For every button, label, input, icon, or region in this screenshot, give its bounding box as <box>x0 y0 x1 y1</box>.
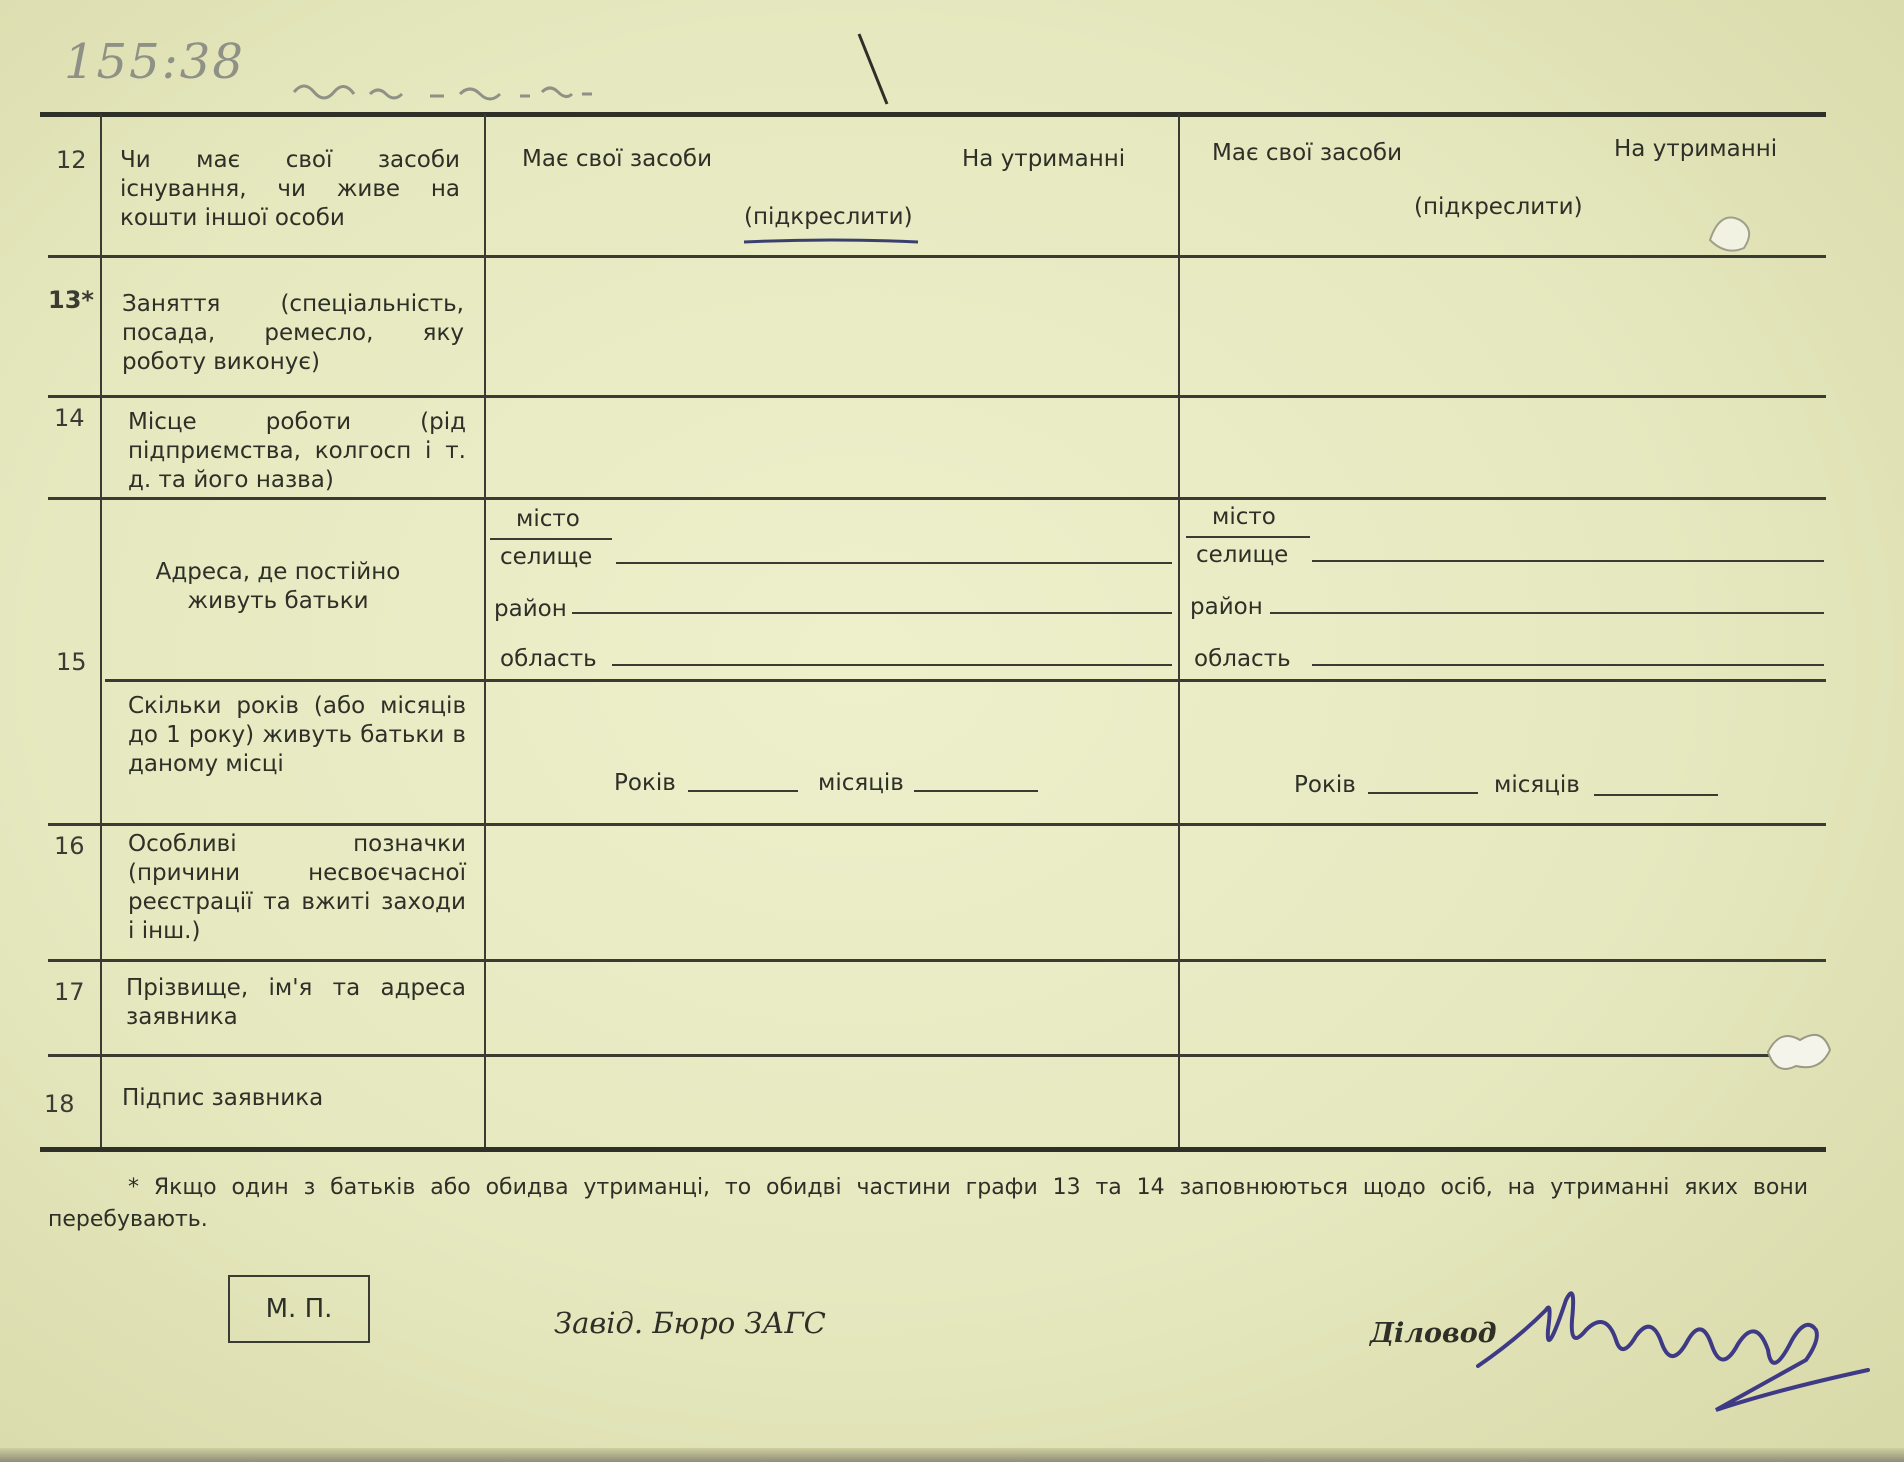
pencil-mark-icon <box>855 30 895 110</box>
paper-tear-icon <box>1760 1022 1840 1082</box>
seal-place-box <box>228 1275 370 1343</box>
right-months-label: місяців <box>1494 772 1580 798</box>
archive-number-note: 155:38 <box>64 34 245 90</box>
ink-underline-icon <box>742 234 922 248</box>
row-12-label: Чи має свої засоби існування, чи живе на кошти іншої особи <box>120 147 460 231</box>
left-city-underline <box>490 538 612 540</box>
table-bottom-rule <box>40 1147 1826 1152</box>
right-settlement-label: селище <box>1196 542 1289 568</box>
row-number-18: 18 <box>44 1090 75 1118</box>
left-years-label: Років <box>614 770 676 796</box>
handwritten-scribble-icon <box>290 70 630 110</box>
right-region-line[interactable] <box>1312 664 1824 666</box>
row-18-label: Підпис заявника <box>122 1085 324 1111</box>
right-district-label: район <box>1190 594 1263 620</box>
row-17-label: Прізвище, ім'я та адреса заявника <box>126 975 466 1030</box>
row-number-17: 17 <box>54 978 85 1006</box>
label-column-divider <box>484 114 486 1148</box>
right-underline-hint: (підкреслити) <box>1414 194 1583 220</box>
row-number-16: 16 <box>54 832 85 860</box>
row-15-years-label: Скільки років (або місяців до 1 року) живуть батьки в даному місці <box>128 693 466 777</box>
left-settlement-label: селище <box>500 544 593 570</box>
left-means-option[interactable]: Має свої засоби <box>522 146 713 172</box>
row-number-12: 12 <box>56 146 87 174</box>
right-years-label: Років <box>1294 772 1356 798</box>
right-dependent-option[interactable]: На утриманні <box>1614 136 1778 162</box>
right-means-option[interactable]: Має свої засоби <box>1212 140 1403 166</box>
clerk-signature-icon <box>1476 1270 1876 1420</box>
right-district-line[interactable] <box>1270 612 1824 614</box>
left-settlement-line[interactable] <box>616 562 1172 564</box>
number-column-divider <box>100 114 102 1148</box>
left-region-label: область <box>500 646 597 672</box>
left-months-label: місяців <box>818 770 904 796</box>
left-months-line[interactable] <box>914 790 1038 792</box>
row-number-14: 14 <box>54 404 85 432</box>
left-district-line[interactable] <box>572 612 1172 614</box>
left-district-label: район <box>494 596 567 622</box>
left-dependent-option[interactable]: На утриманні <box>962 146 1126 172</box>
right-city-underline <box>1186 536 1310 538</box>
left-region-line[interactable] <box>612 664 1172 666</box>
right-city-label: місто <box>1212 504 1276 530</box>
row-15-address-label: Адреса, де постійно живуть батьки <box>155 559 401 614</box>
paper-hole-icon <box>1700 200 1760 260</box>
right-settlement-line[interactable] <box>1312 560 1824 562</box>
row-number-13: 13* <box>48 286 94 314</box>
left-years-line[interactable] <box>688 790 798 792</box>
row-14-label: Місце роботи (рід підприємства, колгосп і т. д. та його назва) <box>128 409 466 493</box>
right-region-label: область <box>1194 646 1291 672</box>
row-13-label: Заняття (спеціальність, посада, ремесло, яку роботу виконує) <box>122 291 464 375</box>
left-city-label: місто <box>516 506 580 532</box>
footnote: * Якщо один з батьків або обидва утриманці, то обидві частини графи 13 та 14 заповнюються щодо осіб, на утриманні яких вони перебувають. <box>48 1175 1808 1232</box>
registry-head-label: Завід. Бюро ЗАГС <box>554 1306 826 1340</box>
clerk-label: Діловод <box>1370 1318 1497 1349</box>
seal-place-label: М. П. <box>265 1294 333 1324</box>
row-16-label: Особливі позначки (причини несвоєчасної реєстрації та вжиті заходи і інш.) <box>128 831 466 944</box>
right-years-line[interactable] <box>1368 792 1478 794</box>
left-underline-hint: (підкреслити) <box>744 204 913 230</box>
parents-column-divider <box>1178 114 1180 1148</box>
right-months-line[interactable] <box>1594 794 1718 796</box>
row-number-15: 15 <box>56 648 87 676</box>
